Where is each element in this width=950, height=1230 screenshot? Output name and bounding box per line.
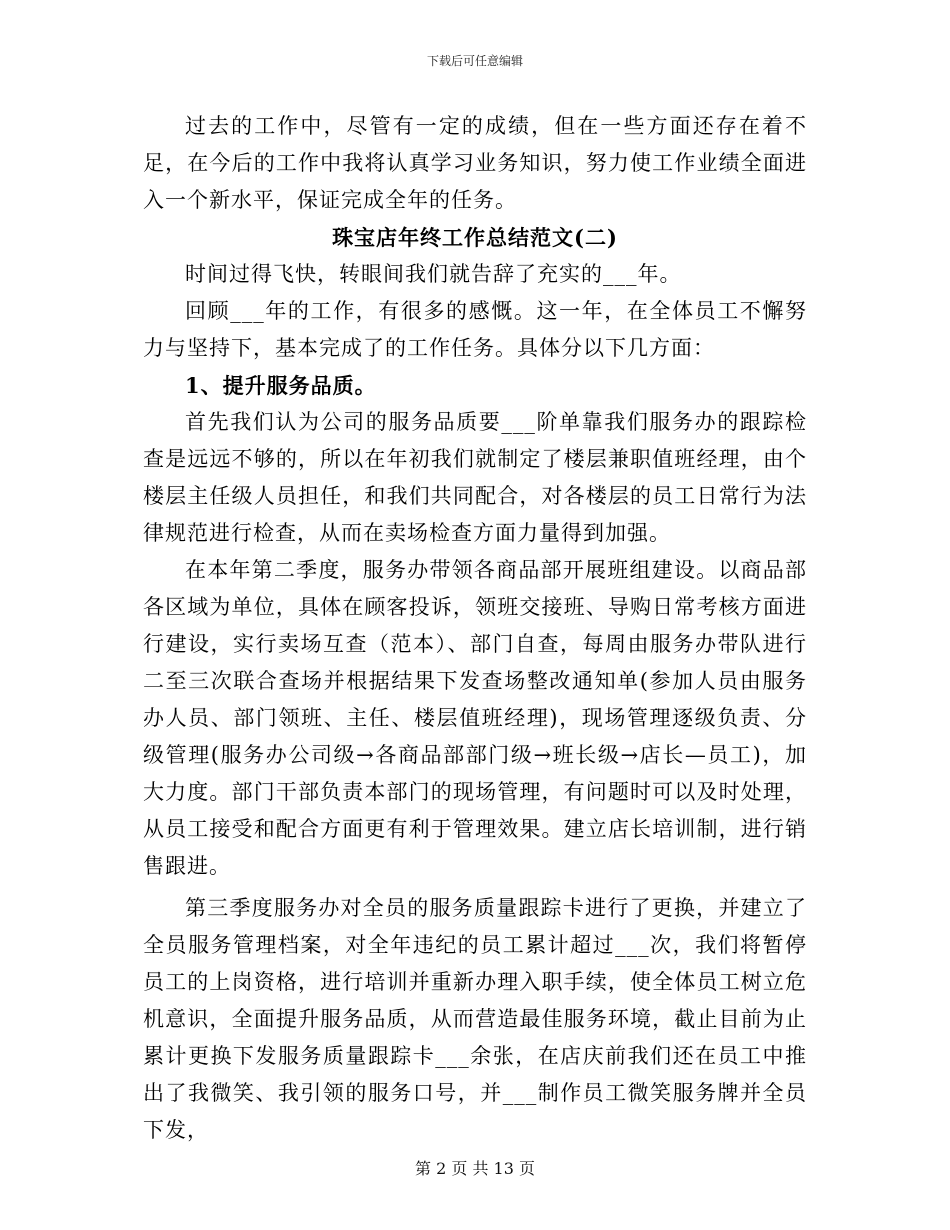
paragraph-first: 首先我们认为公司的服务品质要___阶单靠我们服务办的跟踪检查是远远不够的，所以在年初我们就制定了楼层兼职值班经理，由个楼层主任级人员担任，和我们共同配合，对各楼层的员工日常行为法律规范进行检查，从而在卖场检查方面力量得到加强。	[143, 410, 807, 545]
page-header: 下载后可任意编辑	[426, 54, 523, 68]
page-number: 第 2 页 共 13 页	[415, 1159, 535, 1178]
section-title: 珠宝店年终工作总结范文(二)	[332, 225, 618, 250]
paragraph-second-quarter: 在本年第二季度，服务办带领各商品部开展班组建设。以商品部各区域为单位，具体在顾客投诉，领班交接班、导购日常考核方面进行建设，实行卖场互查（范本）、部门自查，每周由服务办带队进行二至三次联合查场并根据结果下发查场整改通知单(参加人员由服务办人员、部门领班、主任、楼层值班经理)，现场管理逐级负责、分级管理(服务办公司级→各商品部部门级→班长级→店长—员工)，加大力度。部门干部负责本部门的现场管理，有问题时可以及时处理，从员工接受和配合方面更有利于管理效果。建立店长培训制，进行销售跟进。	[143, 558, 807, 878]
paragraph-intro: 过去的工作中，尽管有一定的成绩，但在一些方面还存在着不足，在今后的工作中我将认真学习业务知识，努力使工作业绩全面进入一个新水平，保证完成全年的任务。	[143, 114, 807, 212]
document-body	[143, 108, 807, 1149]
subheading-service-quality: 1、提升服务品质。	[185, 373, 377, 398]
paragraph-time: 时间过得飞快，转眼间我们就告辞了充实的___年。	[185, 262, 682, 286]
paragraph-third-quarter: 第三季度服务办对全员的服务质量跟踪卡进行了更换，并建立了全员服务管理档案，对全年违纪的员工累计超过___次，我们将暂停员工的上岗资格，进行培训并重新办理入职手续，使全体员工树立危机意识，全面提升服务品质，从而营造最佳服务环境，截止目前为止累计更换下发服务质量跟踪卡___余张，在店庆前我们还在员工中推出了我微笑、我引领的服务口号，并___制作员工微笑服务牌并全员下发，	[143, 896, 807, 1142]
paragraph-review: 回顾___年的工作，有很多的感慨。这一年，在全体员工不懈努力与坚持下，基本完成了的工作任务。具体分以下几方面：	[143, 299, 807, 360]
